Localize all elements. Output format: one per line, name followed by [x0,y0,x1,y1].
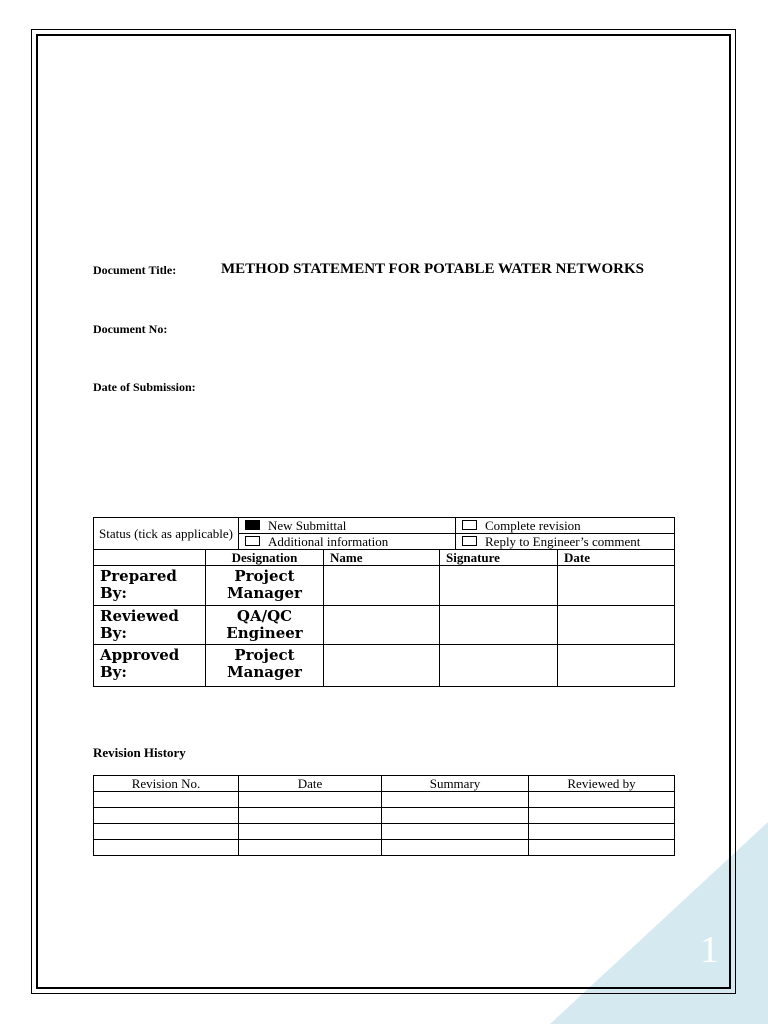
table-cell[interactable] [94,792,239,808]
table-cell[interactable] [382,808,529,824]
signoff-table [93,549,675,687]
checkbox-icon[interactable] [462,536,477,546]
revision-history-title: Revision History [93,745,186,760]
revision-header-reviewed-by: Reviewed by [529,776,675,792]
signoff-role: Prepared By: [94,566,206,606]
document-title-value: METHOD STATEMENT FOR POTABLE WATER NETWORKS [221,261,644,277]
signoff-header-name: Name [324,550,440,566]
table-cell[interactable] [94,808,239,824]
signoff-name-cell[interactable] [324,566,440,606]
status-option-new-submittal[interactable]: New Submittal [239,518,456,534]
signoff-designation: Project Manager [206,645,324,687]
signoff-designation: Project Manager [206,566,324,606]
signoff-name-cell[interactable] [324,606,440,645]
signoff-name-cell[interactable] [324,645,440,687]
signoff-role: Approved By: [94,645,206,687]
signoff-header-role [94,550,206,566]
table-cell[interactable] [382,840,529,856]
document-title-label: Document Title: [93,263,177,277]
table-cell[interactable] [94,824,239,840]
checkbox-icon[interactable] [245,536,260,546]
signoff-row [94,606,675,645]
document-no-label: Document No: [93,322,168,336]
submission-date-label: Date of Submission: [93,380,196,394]
checkbox-icon[interactable] [245,520,260,530]
signoff-role: Reviewed By: [94,606,206,645]
table-row [94,840,675,856]
signoff-header-date: Date [558,550,675,566]
table-cell[interactable] [529,808,675,824]
table-row [94,808,675,824]
table-cell[interactable] [239,824,382,840]
revision-header-summary: Summary [382,776,529,792]
checkbox-icon[interactable] [462,520,477,530]
status-option-complete-revision[interactable]: Complete revision [456,518,675,534]
page-number: 1 [700,929,719,971]
table-row [94,792,675,808]
table-row [94,824,675,840]
table-cell[interactable] [382,824,529,840]
status-table [93,517,675,550]
signoff-header-designation: Designation [206,550,324,566]
signoff-signature-cell[interactable] [440,606,558,645]
table-cell[interactable] [239,808,382,824]
revision-header-date: Date [239,776,382,792]
revision-header-no: Revision No. [94,776,239,792]
signoff-date-cell[interactable] [558,566,675,606]
table-cell[interactable] [529,840,675,856]
table-cell[interactable] [94,840,239,856]
table-cell[interactable] [382,792,529,808]
signoff-row [94,645,675,687]
signoff-date-cell[interactable] [558,606,675,645]
signoff-header-signature: Signature [440,550,558,566]
table-cell[interactable] [529,792,675,808]
signoff-row [94,566,675,606]
table-cell[interactable] [529,824,675,840]
status-option-additional-information[interactable]: Additional information [239,534,456,550]
table-cell[interactable] [239,792,382,808]
signoff-signature-cell[interactable] [440,566,558,606]
signoff-designation: QA/QC Engineer [206,606,324,645]
signoff-signature-cell[interactable] [440,645,558,687]
table-cell[interactable] [239,840,382,856]
status-label: Status (tick as applicable) [94,518,239,550]
status-option-reply-to-engineer[interactable]: Reply to Engineer’s comment [456,534,675,550]
signoff-date-cell[interactable] [558,645,675,687]
revision-history-table [93,775,675,856]
